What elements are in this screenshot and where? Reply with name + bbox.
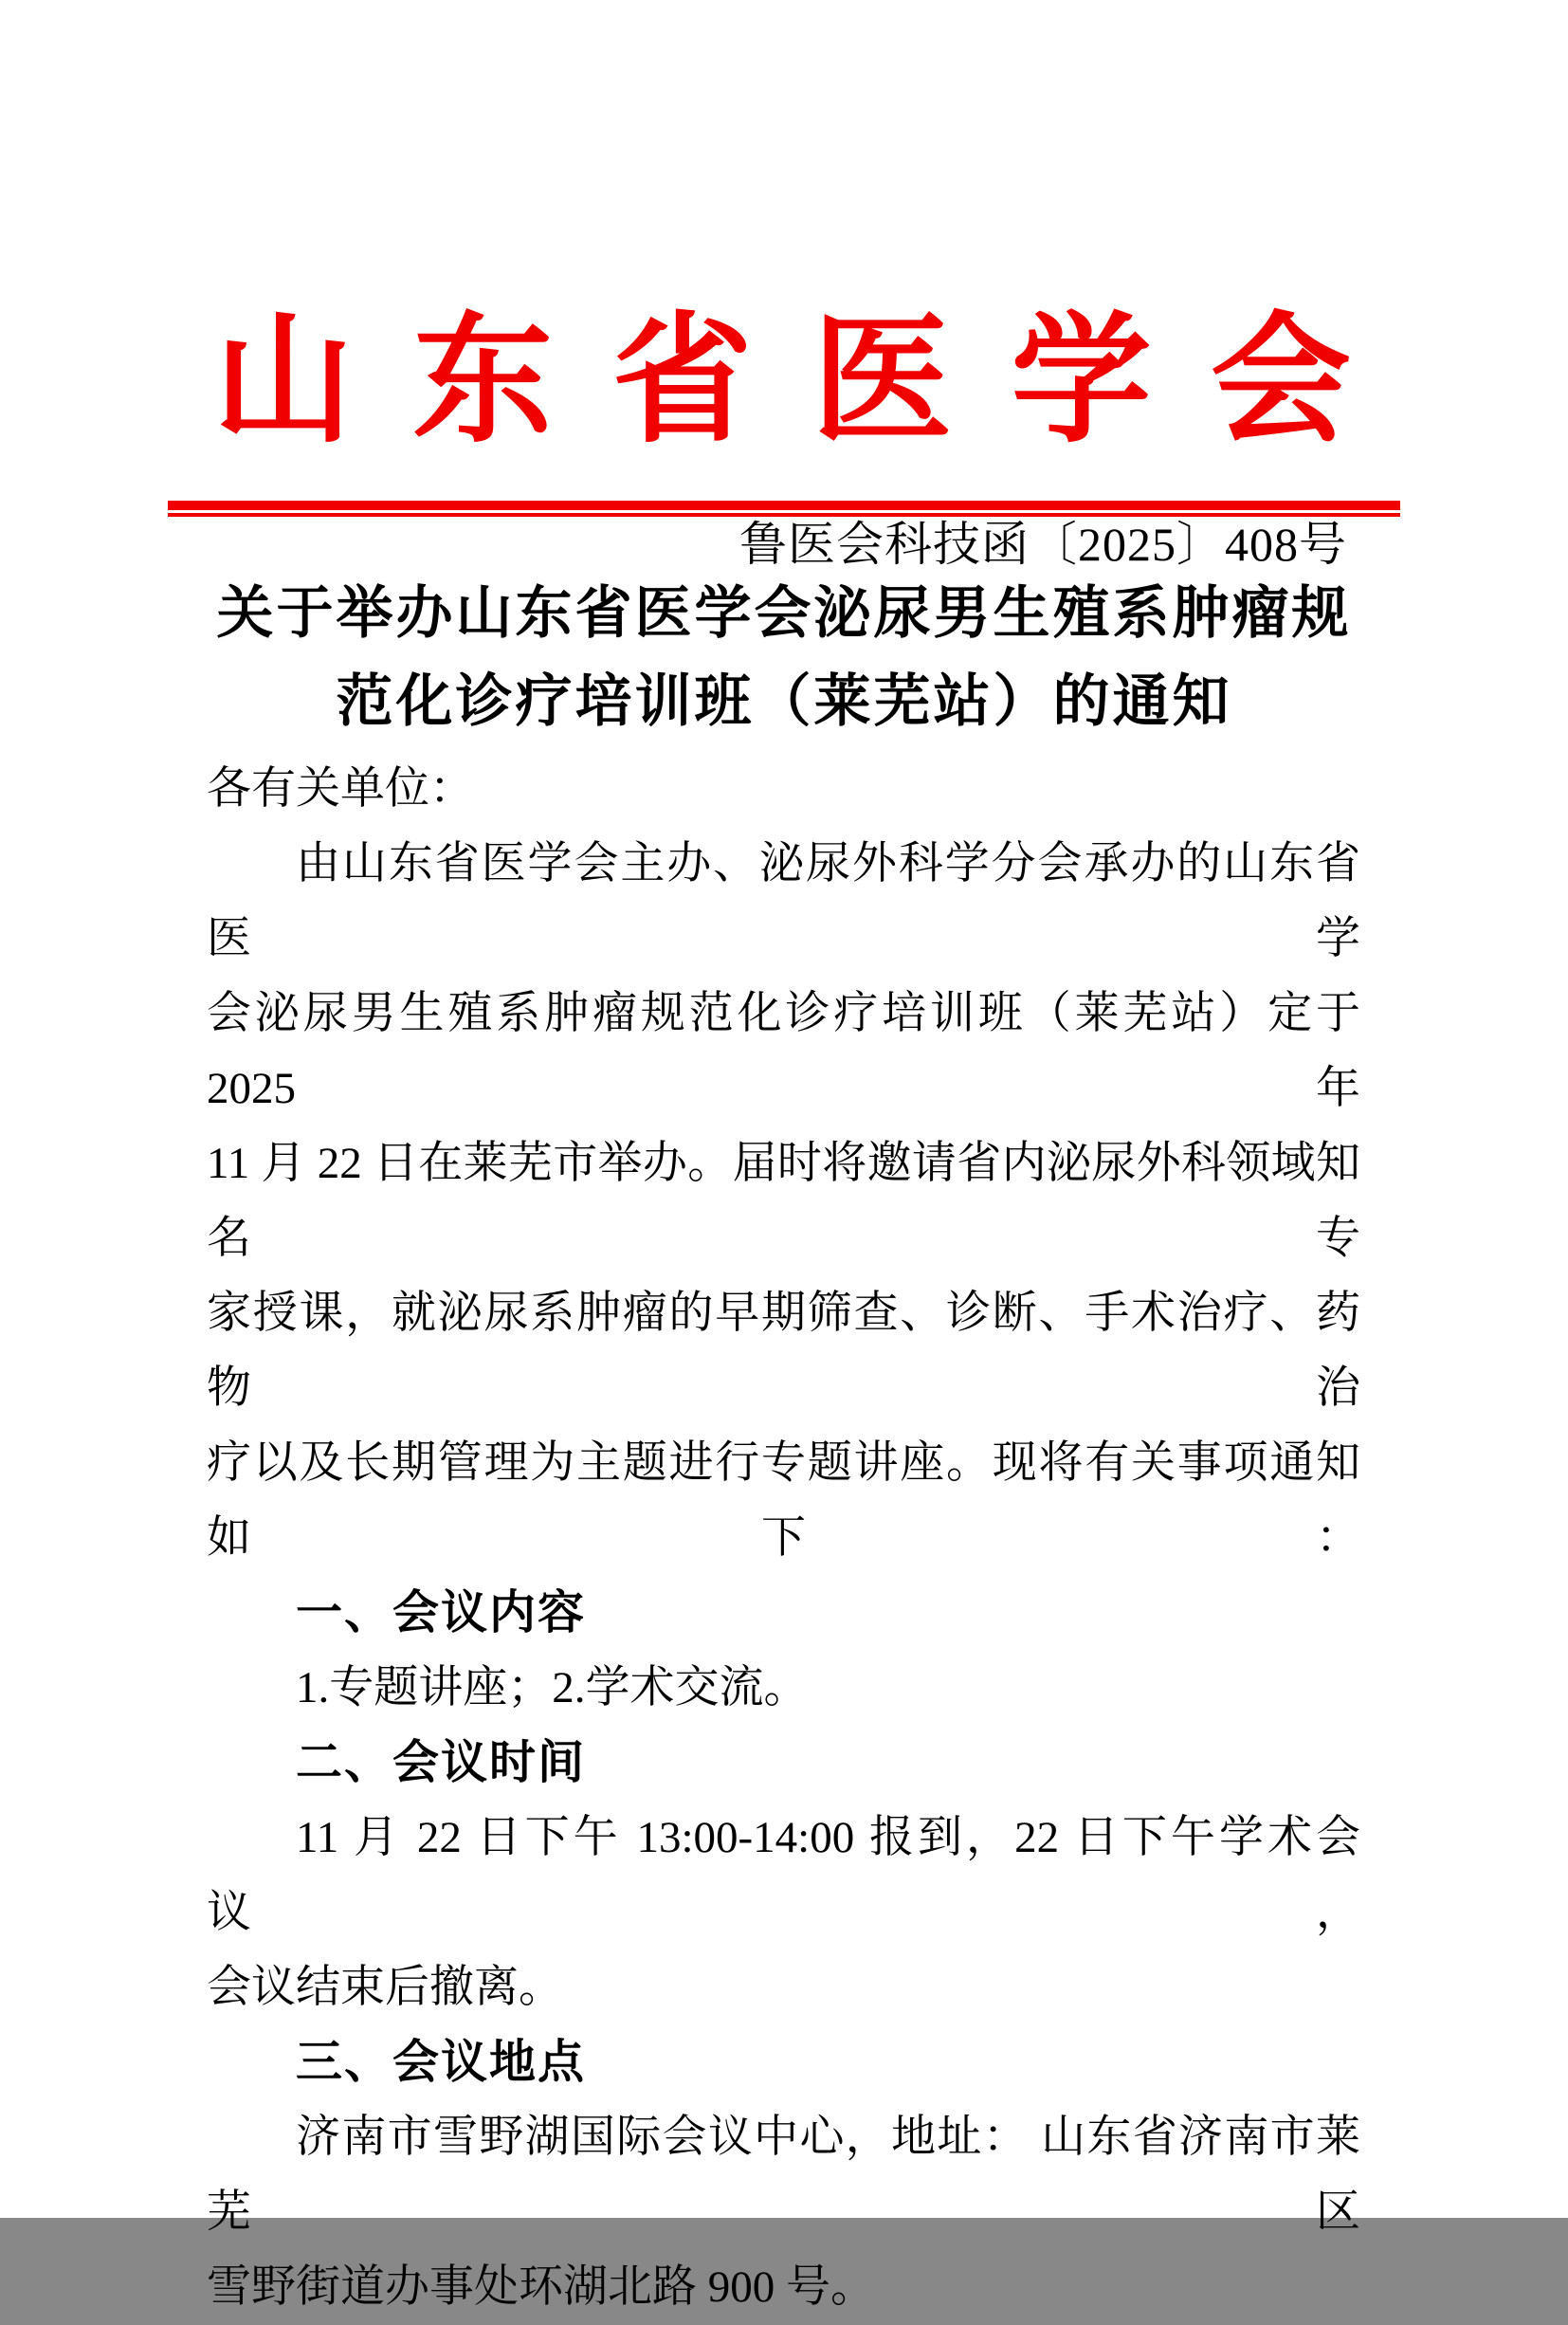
body-line: 11 月 22 日在莱芜市举办。届时将邀请省内泌尿外科领域知名专 bbox=[207, 1139, 1360, 1263]
body-line: 疗以及长期管理为主题进行专题讲座。现将有关事项通知如下： bbox=[207, 1438, 1360, 1563]
org-name-char: 会 bbox=[1210, 304, 1351, 460]
document-title bbox=[0, 570, 1568, 746]
section-heading: 一、会议内容 bbox=[296, 1587, 587, 1638]
letterhead-org-name bbox=[213, 304, 1351, 460]
document-body bbox=[207, 752, 1360, 2325]
org-name-char: 省 bbox=[611, 304, 753, 460]
body-line: 济南市雪野湖国际会议中心，地址： 山东省济南市莱芜区 bbox=[207, 2113, 1360, 2237]
body-line: 1.专题讲座；2.学术交流。 bbox=[296, 1663, 809, 1712]
org-name-char: 医 bbox=[811, 304, 953, 460]
body-line: 家授课，就泌尿系肿瘤的早期筛查、诊断、手术治疗、药物治 bbox=[207, 1289, 1360, 1413]
body-line: 会议结束后撤离。 bbox=[207, 1963, 563, 2012]
body-line: 雪野街道办事处环湖北路 900 号。 bbox=[207, 2262, 875, 2312]
body-line: 会泌尿男生殖系肿瘤规范化诊疗培训班（莱芜站）定于 2025 年 bbox=[207, 989, 1360, 1113]
salutation-line: 各有关单位： bbox=[207, 764, 474, 814]
section-heading: 二、会议时间 bbox=[296, 1737, 587, 1788]
body-line: 11 月 22 日下午 13:00-14:00 报到，22 日下午学术会议， bbox=[207, 1813, 1360, 1937]
document-title-line-2: 范化诊疗培训班（莱芜站）的通知 bbox=[336, 670, 1232, 733]
body-line: 由山东省医学会主办、泌尿外科学分会承办的山东省医学 bbox=[207, 839, 1360, 963]
document-title-line-1: 关于举办山东省医学会泌尿男生殖系肿瘤规 bbox=[216, 582, 1352, 645]
org-name-char: 山 bbox=[213, 304, 354, 460]
divider-thick-rule bbox=[168, 501, 1400, 510]
org-name-char: 东 bbox=[412, 304, 554, 460]
section-heading: 三、会议地点 bbox=[296, 2037, 587, 2088]
org-name-char: 学 bbox=[1011, 304, 1152, 460]
reference-number: 鲁医会科技函〔2025〕408号 bbox=[739, 518, 1347, 571]
